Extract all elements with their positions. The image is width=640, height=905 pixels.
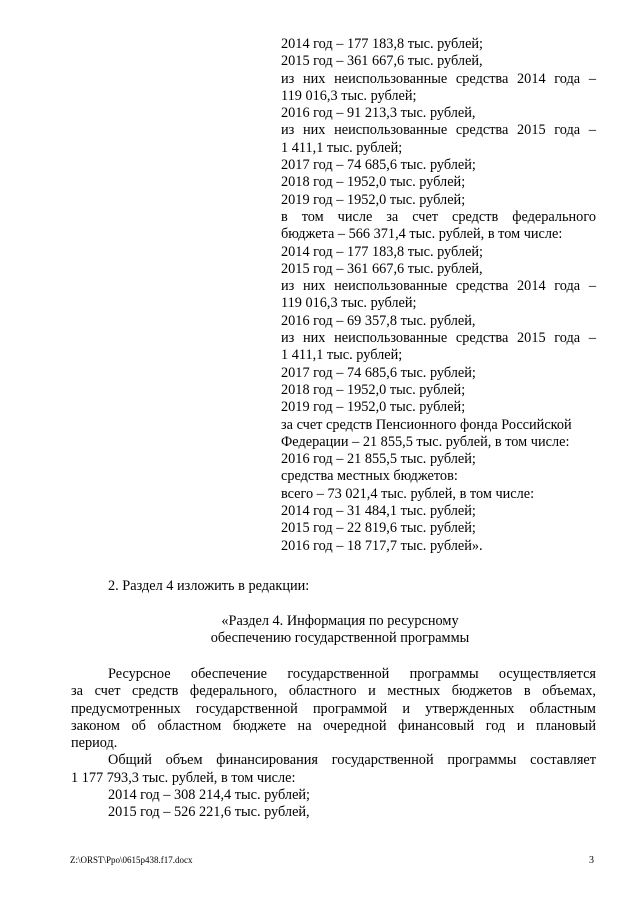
column-line: 2014 год – 177 183,8 тыс. рублей;	[281, 243, 484, 260]
body-line: 2014 год – 308 214,4 тыс. рублей;	[108, 787, 311, 804]
body-text	[71, 666, 596, 822]
column-line: Федерации – 21 855,5 тыс. рублей, в том числе:	[281, 433, 570, 450]
column-line: в том числе за счет средств федерального	[281, 208, 596, 225]
column-line: 1 411,1 тыс. рублей;	[281, 139, 403, 156]
body-line: 1 177 793,3 тыс. рублей, в том числе:	[71, 769, 296, 786]
section-heading-line-2: обеспечению государственной программы	[210, 630, 470, 647]
column-line: из них неиспользованные средства 2015 года –	[281, 122, 596, 139]
funding-breakdown-column	[281, 36, 596, 555]
body-line: законом об областном бюджете на очередной финансовый год и плановый	[71, 717, 596, 734]
column-line: за счет средств Пенсионного фонда Российской	[281, 416, 572, 433]
column-line: 1 411,1 тыс. рублей;	[281, 347, 403, 364]
column-line: из них неиспользованные средства 2014 года –	[281, 278, 596, 295]
column-line: 119 016,3 тыс. рублей;	[281, 87, 417, 104]
column-line: всего – 73 021,4 тыс. рублей, в том числе:	[281, 485, 535, 502]
column-line: 2018 год – 1952,0 тыс. рублей;	[281, 381, 466, 398]
column-line: 2019 год – 1952,0 тыс. рублей;	[281, 399, 466, 416]
body-line: Общий объем финансирования государственной программы составляет	[108, 752, 596, 769]
column-line: 2016 год – 21 855,5 тыс. рублей;	[281, 451, 476, 468]
column-line: 2014 год – 177 183,8 тыс. рублей;	[281, 36, 484, 52]
column-line: 2016 год – 91 213,3 тыс. рублей,	[281, 105, 476, 122]
section-amendment-intro: 2. Раздел 4 изложить в редакции:	[108, 578, 310, 594]
column-line: 2016 год – 18 717,7 тыс. рублей».	[281, 537, 483, 554]
column-line: средства местных бюджетов:	[281, 468, 458, 485]
column-line: 2019 год – 1952,0 тыс. рублей;	[281, 191, 466, 208]
column-line: 2015 год – 361 667,6 тыс. рублей,	[281, 260, 483, 277]
column-line: 2016 год – 69 357,8 тыс. рублей,	[281, 312, 476, 329]
section-heading-line-1: «Раздел 4. Информация по ресурсному	[221, 613, 459, 629]
body-line: период.	[71, 735, 118, 752]
section-heading	[130, 613, 550, 648]
column-line: 2017 год – 74 685,6 тыс. рублей;	[281, 364, 476, 381]
column-line: 119 016,3 тыс. рублей;	[281, 295, 417, 312]
footer-file-path: Z:\ORST\Ppo\0615p438.f17.docx	[70, 855, 193, 865]
page-number: 3	[589, 855, 594, 866]
column-line: бюджета – 566 371,4 тыс. рублей, в том числе:	[281, 226, 563, 243]
column-line: из них неиспользованные средства 2014 года –	[281, 70, 596, 87]
body-line: Ресурсное обеспечение государственной программы осуществляется	[108, 666, 596, 682]
column-line: 2014 год – 31 484,1 тыс. рублей;	[281, 503, 476, 520]
column-line: 2015 год – 22 819,6 тыс. рублей;	[281, 520, 476, 537]
body-line: 2015 год – 526 221,6 тыс. рублей,	[108, 804, 310, 821]
column-line: 2018 год – 1952,0 тыс. рублей;	[281, 174, 466, 191]
body-line: за счет средств федерального, областного и местных бюджетов в объемах,	[71, 683, 596, 700]
column-line: 2015 год – 361 667,6 тыс. рублей,	[281, 53, 483, 70]
column-line: 2017 год – 74 685,6 тыс. рублей;	[281, 157, 476, 174]
column-line: из них неиспользованные средства 2015 года –	[281, 330, 596, 347]
body-line: предусмотренных государственной программой и утвержденных областным	[71, 700, 596, 717]
